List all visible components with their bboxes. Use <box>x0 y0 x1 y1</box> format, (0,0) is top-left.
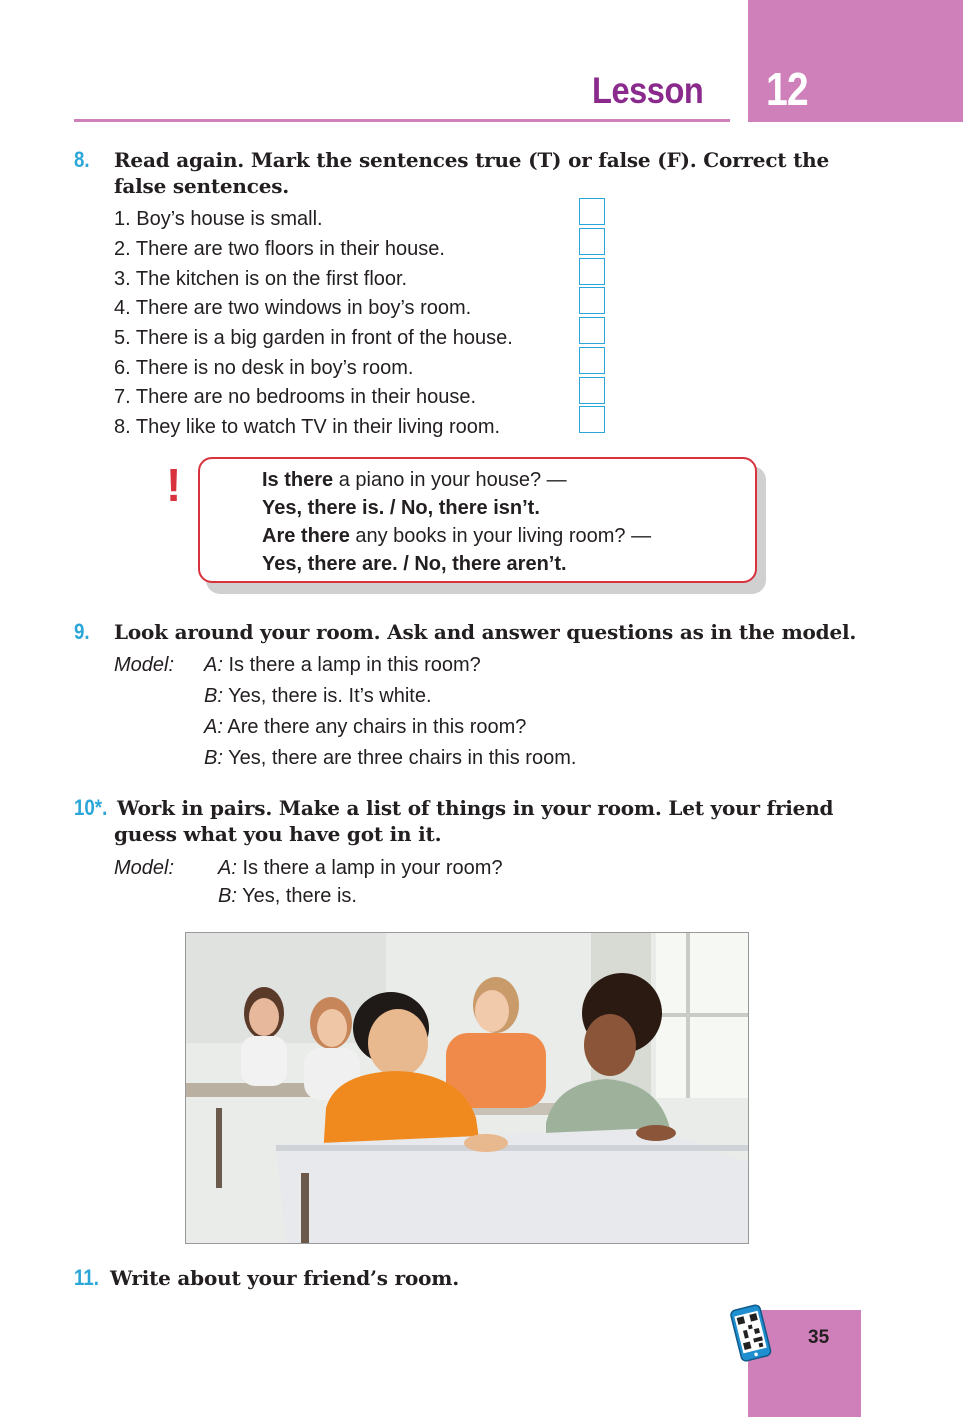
tf-item-1: 1. Boy’s house is small. <box>114 208 323 230</box>
tf-item-6: 6. There is no desk in boy’s room. <box>114 357 414 379</box>
exercise-9-number: 9. <box>74 619 90 644</box>
tf-answer-box-3[interactable] <box>579 258 605 285</box>
exercise-10-title-line-1: Work in pairs. Make a list of things in your room. Let your friend <box>117 796 834 820</box>
lesson-number: 12 <box>766 63 808 115</box>
tf-answer-box-4[interactable] <box>579 287 605 314</box>
tf-item-3: 3. The kitchen is on the first floor. <box>114 268 408 290</box>
exercise-9-line-1: A: Is there a lamp in this room? <box>204 654 481 676</box>
exercise-9-line-2: B: Yes, there is. It’s white. <box>204 685 432 707</box>
header-rule <box>74 119 730 122</box>
tf-item-2: 2. There are two floors in their house. <box>114 238 445 260</box>
exercise-11-number: 11. <box>74 1265 99 1290</box>
note-answer-2: Yes, there are. / No, there aren’t. <box>262 553 567 575</box>
qr-phone-icon[interactable] <box>728 1303 774 1370</box>
tf-item-5: 5. There is a big garden in front of the house. <box>114 327 513 349</box>
exercise-10-title-line-2: guess what you have got in it. <box>114 822 442 846</box>
tf-item-7: 7. There are no bedrooms in their house. <box>114 386 477 408</box>
classroom-photo-illustration <box>186 933 749 1244</box>
classroom-photo <box>185 932 749 1244</box>
exercise-10-line-2: B: Yes, there is. <box>218 885 357 907</box>
exclamation-icon: ! <box>166 459 182 511</box>
exercise-8-number: 8. <box>74 147 90 172</box>
tf-item-4: 4. There are two windows in boy’s room. <box>114 297 472 319</box>
exercise-10-number: 10*. <box>74 795 108 820</box>
tf-answer-box-1[interactable] <box>579 198 605 225</box>
tf-answer-box-7[interactable] <box>579 377 605 404</box>
tf-item-8: 8. They like to watch TV in their living room. <box>114 416 501 438</box>
tf-answer-box-6[interactable] <box>579 347 605 374</box>
exercise-9-title: Look around your room. Ask and answer questions as in the model. <box>114 620 857 644</box>
note-question-2: Are there any books in your living room? — <box>262 525 652 547</box>
lesson-label: Lesson <box>592 70 704 111</box>
exercise-8-title: Read again. Mark the sentences true (T) or false (F). Correct the false sentences. <box>114 148 830 198</box>
exercise-9-line-3: A: Are there any chairs in this room? <box>204 716 527 738</box>
exercise-11-title: Write about your friend’s room. <box>110 1266 459 1290</box>
page-number: 35 <box>808 1327 830 1348</box>
tf-answer-box-8[interactable] <box>579 406 605 433</box>
exercise-9-line-4: B: Yes, there are three chairs in this room. <box>204 747 577 769</box>
tf-answer-box-5[interactable] <box>579 317 605 344</box>
exercise-10-line-1: A: Is there a lamp in your room? <box>218 857 503 879</box>
exercise-10-model-label: Model: <box>114 857 175 879</box>
note-answer-1: Yes, there is. / No, there isn’t. <box>262 497 540 519</box>
exercise-9-model-label: Model: <box>114 654 175 676</box>
tf-answer-box-2[interactable] <box>579 228 605 255</box>
note-question-1: Is there a piano in your house? — <box>262 469 567 491</box>
